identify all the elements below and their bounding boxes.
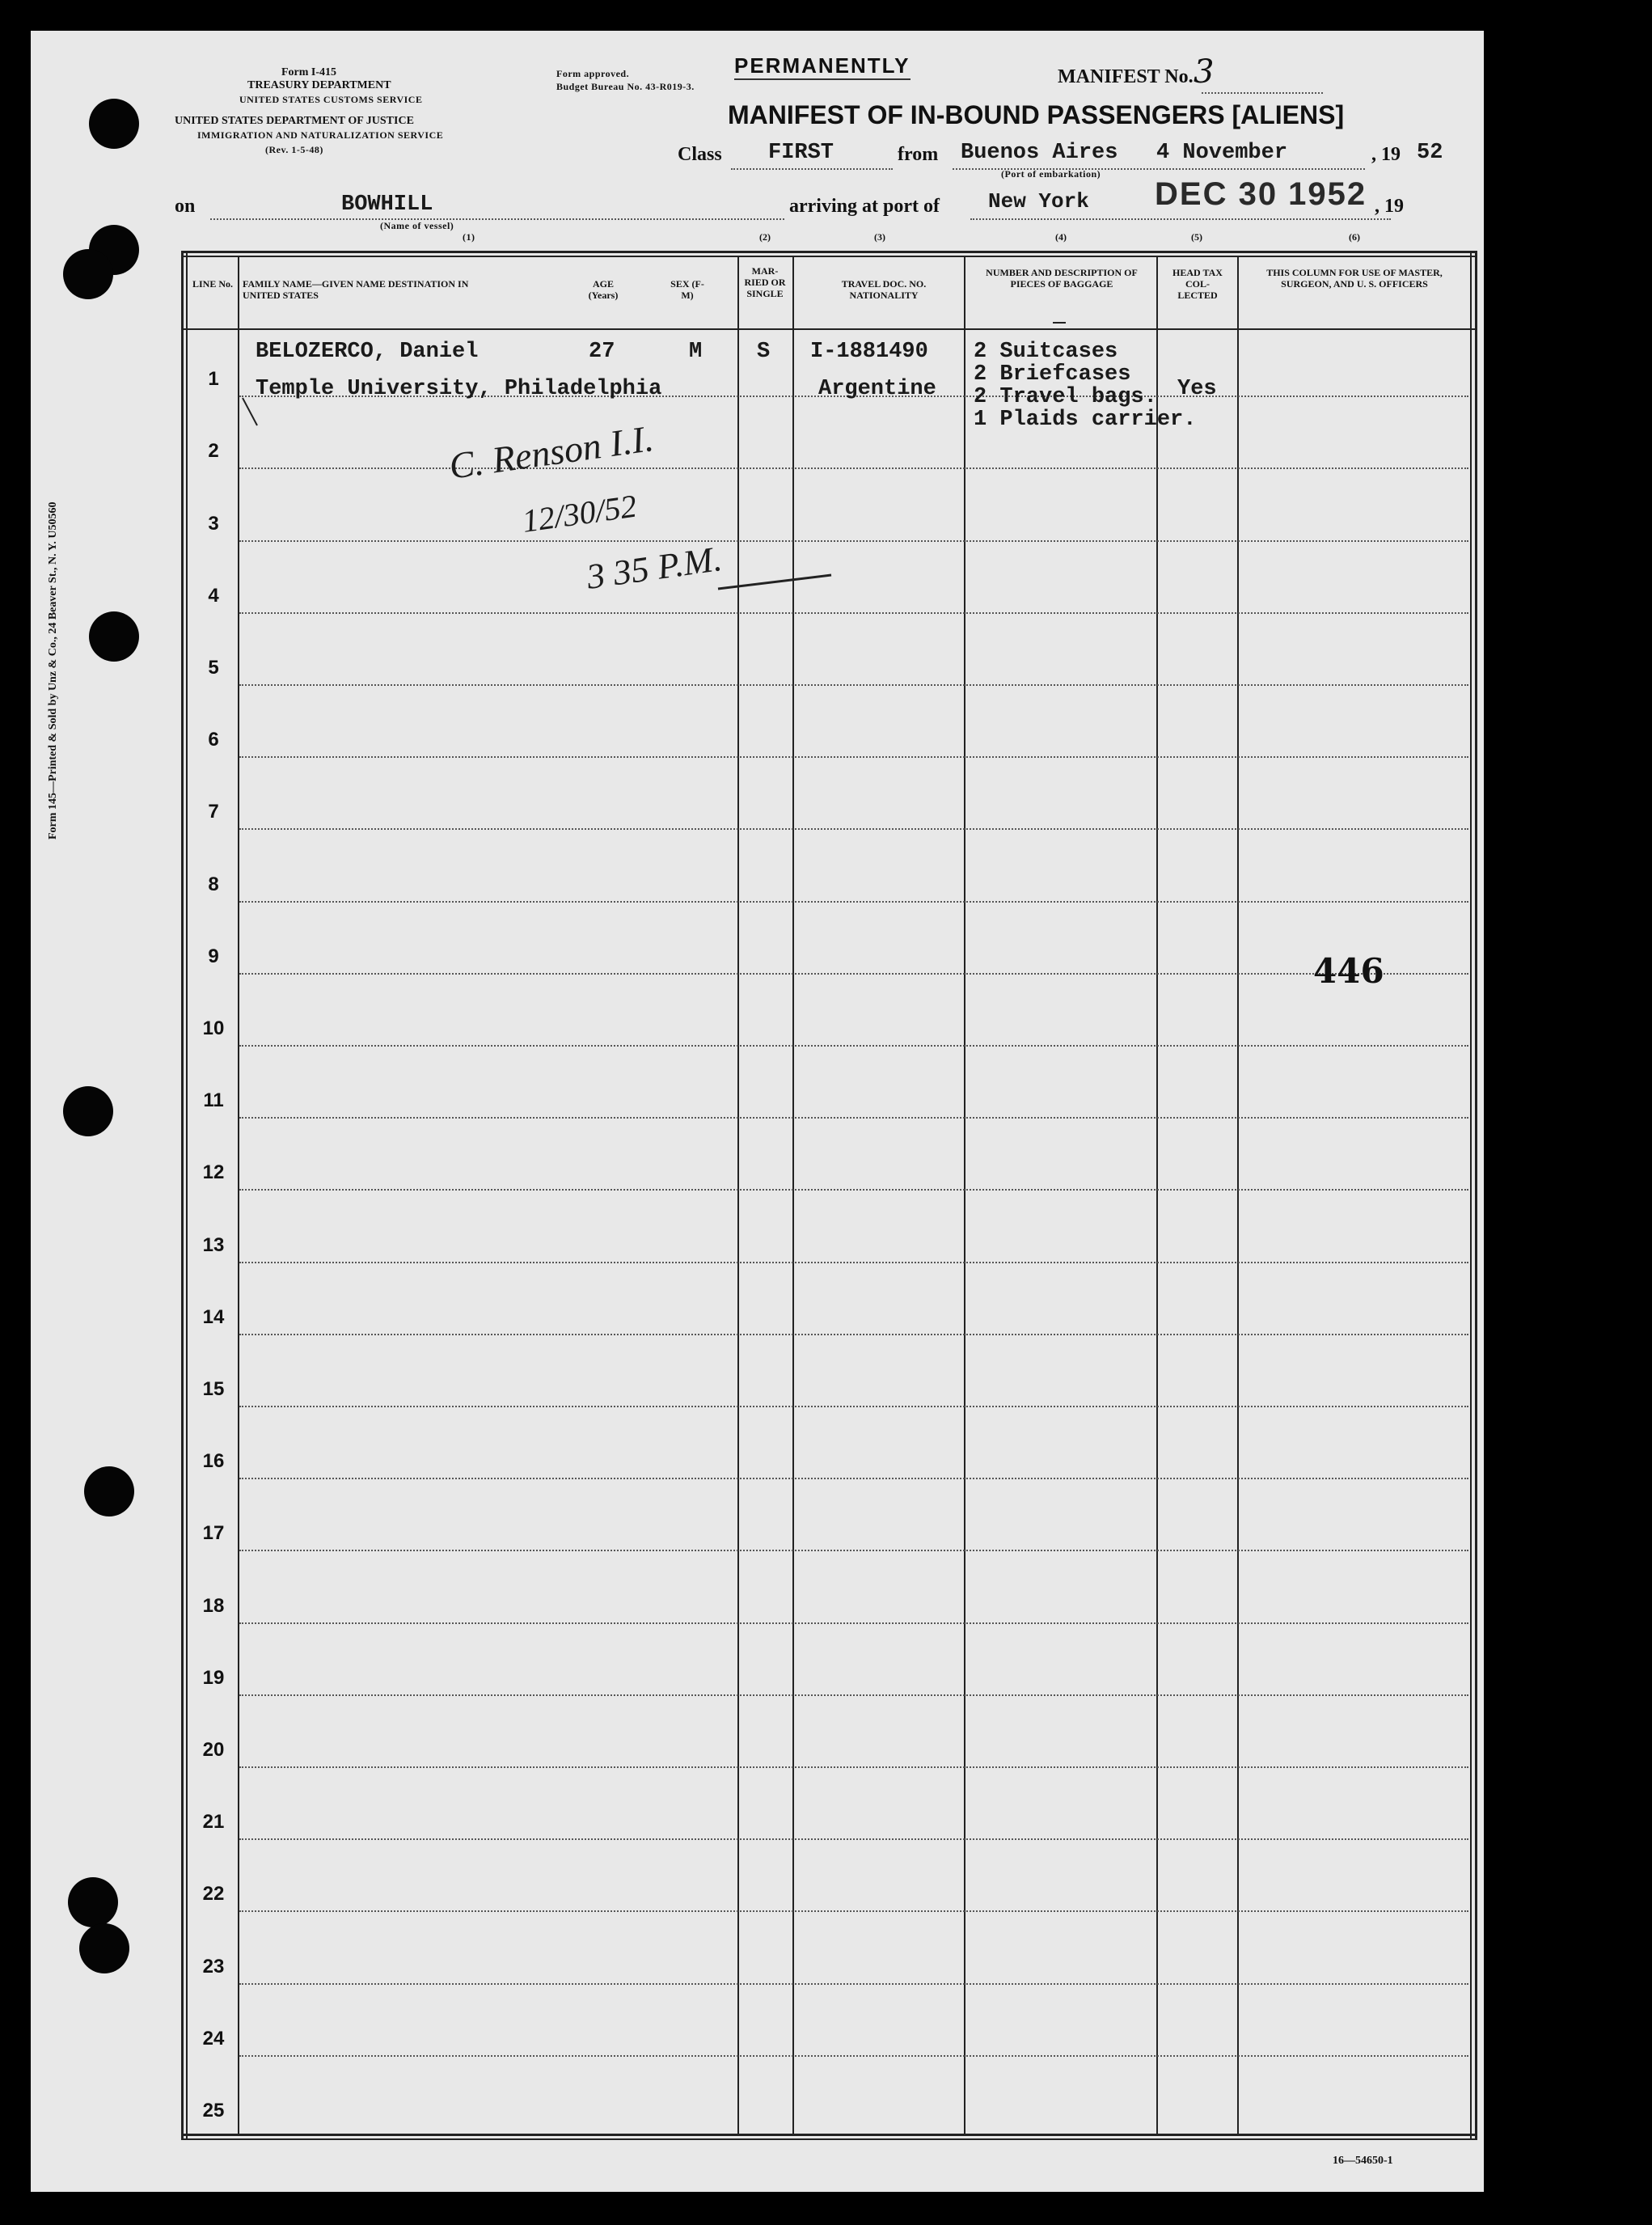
header-age: AGE (Years) xyxy=(588,278,619,301)
customs-label: UNITED STATES CUSTOMS SERVICE xyxy=(239,94,423,105)
row-rule xyxy=(239,1262,1468,1263)
manifest-title: MANIFEST OF IN-BOUND PASSENGERS [ALIENS] xyxy=(728,100,1345,129)
year-prefix: 19 xyxy=(1381,144,1401,165)
row-number: 12 xyxy=(202,1161,225,1184)
binder-hole xyxy=(89,611,139,662)
header-officer-num: (6) xyxy=(1349,231,1360,243)
row-rule xyxy=(239,684,1468,686)
row-number: 17 xyxy=(202,1522,225,1545)
row-number: 3 xyxy=(208,512,219,535)
row-number: 7 xyxy=(208,801,219,823)
permanently-stamp: PERMANENTLY xyxy=(734,53,911,80)
arrival-date-stamp: DEC 30 1952 xyxy=(1155,176,1367,212)
row-rule xyxy=(239,828,1468,830)
vessel-name: BOWHILL xyxy=(341,192,433,217)
row-number: 16 xyxy=(202,1450,225,1473)
budget-bureau: Budget Bureau No. 43-R019-3. xyxy=(556,81,695,92)
revision-label: (Rev. 1-5-48) xyxy=(265,144,323,155)
row-rule xyxy=(239,901,1468,903)
row-rule xyxy=(239,2055,1468,2057)
passenger-age: 27 xyxy=(589,340,615,364)
stamp-number: 446 xyxy=(1313,951,1384,991)
binder-hole xyxy=(84,1466,134,1516)
vessel-column-number: (1) xyxy=(463,231,475,243)
row-rule xyxy=(239,1983,1468,1985)
row-rule xyxy=(239,1406,1468,1407)
row-number: 13 xyxy=(202,1233,225,1256)
row-number: 22 xyxy=(202,1883,225,1906)
row-number: 10 xyxy=(202,1017,225,1039)
ins-label: IMMIGRATION AND NATURALIZATION SERVICE xyxy=(197,129,444,141)
handwritten-time: 3 35 P.M. xyxy=(584,539,725,597)
row-number: 24 xyxy=(202,2027,225,2049)
footer-code: 16—54650-1 xyxy=(1333,2155,1393,2167)
year-value: 52 xyxy=(1417,141,1443,165)
row-number: 19 xyxy=(202,1666,225,1689)
row-number: 9 xyxy=(208,945,219,967)
row-number: 15 xyxy=(202,1378,225,1400)
row-rule xyxy=(239,1189,1468,1191)
binder-hole xyxy=(68,1877,118,1927)
baggage-item: 2 Briefcases xyxy=(974,362,1131,387)
row-rule xyxy=(239,1838,1468,1840)
class-label: Class xyxy=(678,144,722,165)
binder-hole xyxy=(63,1086,113,1136)
row-rule xyxy=(239,1766,1468,1768)
row-rule xyxy=(239,1117,1468,1119)
row-number: 21 xyxy=(202,1811,225,1834)
on-label: on xyxy=(175,196,196,217)
header-line-no: LINE No. xyxy=(192,278,233,290)
departure-date: 4 November xyxy=(1156,141,1288,165)
row-number: 4 xyxy=(208,584,219,607)
baggage-item: 2 Suitcases xyxy=(974,340,1118,364)
baggage-item: 1 Plaids carrier. xyxy=(974,408,1197,432)
time-underline xyxy=(629,560,839,601)
passenger-nationality: Argentine xyxy=(818,377,936,401)
row-rule xyxy=(239,1550,1468,1551)
row-number: 6 xyxy=(208,729,219,751)
form-number: Form I-415 xyxy=(281,66,337,78)
row-number: 14 xyxy=(202,1305,225,1328)
treasury-label: TREASURY DEPARTMENT xyxy=(247,79,391,91)
form-approved: Form approved. xyxy=(556,68,630,79)
header-sex: SEX (F-M) xyxy=(670,278,704,301)
manifest-number: 3 xyxy=(1194,53,1215,91)
arriving-label: arriving at port of xyxy=(789,196,940,217)
from-label: from xyxy=(898,144,939,165)
row-number: 2 xyxy=(208,440,219,463)
header-baggage: NUMBER AND DESCRIPTION OF PIECES OF BAGGAGE xyxy=(986,267,1138,290)
row-rule xyxy=(239,1622,1468,1624)
manifest-page: Form I-415 TREASURY DEPARTMENT UNITED STATES CUSTOMS SERVICE UNITED STATES DEPARTMENT OF JUSTICE IMMIGRATION AND NATURALIZATION SERVICE (Rev. 1-5-48) Form approved. Budget Bureau No. 43-R019-3. PERMANENTLY MANIFEST No. 3 MANIFEST OF IN-BOUND PASSENGERS [ALIENS] Class FIRST from Buenos Aires 4 November (Port of embarkation) , 19 52 on BOWHILL (Name of vessel) (1) arriving at port of New York DEC 30 1952 , 19 Form 145—Printed & Sold by Unz & Co., 24 Beaver St., N. Y. U50560 LINE No. FAMILY NAME—GIVEN NAME DESTINATION IN UNITED STATES AGE (Years) SEX (F-M) (2) MAR- RIED OR SINGLE (3) TRAVEL DOC. NO. NATIONALITY (4) NUMBER AND DESCRIPTION OF PIECES OF BAGGAGE (5) HEAD TAX COL- LECTED (6) THIS COLUMN FOR USE OF MASTER, SURGEON, AND U. S. OFFICERS 1 2 3 4 5 6 7 8 9 10 11 12 13 14 15 16 17 18 19 20 21 22 23 24 25 BELOZERCO, Daniel 27 M S I-1881490 Temple University, Philadelphia Argentine 2 Suitcases 2 Briefcases 2 Travel bags. 1 Plaids carrier. Yes C. Renson I.I. 12/30/52 3 35 P.M. 446 16—54650-1 xyxy=(31,31,1484,2192)
header-tax-num: (5) xyxy=(1191,231,1202,243)
header-married-num: (2) xyxy=(759,231,771,243)
row-rule xyxy=(239,1478,1468,1479)
header-name: FAMILY NAME—GIVEN NAME DESTINATION IN UNITED STATES xyxy=(243,278,469,301)
passenger-destination: Temple University, Philadelphia xyxy=(256,377,662,401)
row-rule xyxy=(239,1334,1468,1335)
binder-hole xyxy=(89,99,139,149)
passenger-sex: M xyxy=(689,340,703,364)
passenger-marital: S xyxy=(757,340,771,364)
header-married: MAR- RIED OR SINGLE xyxy=(744,265,786,299)
row-number: 11 xyxy=(203,1089,224,1112)
binder-hole xyxy=(63,249,113,299)
header-tax: HEAD TAX COL- LECTED xyxy=(1172,267,1223,301)
vessel-note: (Name of vessel) xyxy=(380,220,454,231)
side-imprint: Form 145—Printed & Sold by Unz & Co., 24 Beaver St., N. Y. U50560 xyxy=(47,501,59,840)
baggage-item: 2 Travel bags. xyxy=(974,385,1157,409)
header-officer: THIS COLUMN FOR USE OF MASTER, SURGEON, AND U. S. OFFICERS xyxy=(1266,267,1443,290)
row-number: 18 xyxy=(202,1594,225,1617)
row-number: 5 xyxy=(208,657,219,679)
row-number: 8 xyxy=(208,873,219,895)
handwritten-date: 12/30/52 xyxy=(519,487,640,539)
row-rule xyxy=(239,1045,1468,1047)
row-rule xyxy=(239,1694,1468,1696)
row-number: 25 xyxy=(202,2100,225,2121)
arrival-port: New York xyxy=(988,189,1089,214)
from-port: Buenos Aires xyxy=(961,141,1118,165)
port-embark-note: (Port of embarkation) xyxy=(1001,168,1101,180)
passenger-name: BELOZERCO, Daniel xyxy=(256,340,479,364)
manifest-no-label: MANIFEST No. xyxy=(1058,66,1194,87)
row-rule xyxy=(239,756,1468,758)
row-number: 23 xyxy=(202,1955,225,1978)
header-doc: TRAVEL DOC. NO. NATIONALITY xyxy=(841,278,927,301)
handwritten-annotation xyxy=(225,354,725,613)
year2-prefix: 19 xyxy=(1384,196,1404,217)
header-baggage-num: (4) xyxy=(1055,231,1067,243)
row-rule xyxy=(239,973,1468,975)
row-rule xyxy=(239,1910,1468,1912)
class-value: FIRST xyxy=(768,141,834,165)
row-number: 1 xyxy=(208,368,219,391)
header-doc-num: (3) xyxy=(874,231,885,243)
head-tax-value: Yes xyxy=(1177,377,1217,401)
handwritten-signature: C. Renson I.I. xyxy=(446,417,657,487)
binder-hole xyxy=(79,1923,129,1973)
justice-label: UNITED STATES DEPARTMENT OF JUSTICE xyxy=(175,115,414,127)
passenger-doc-no: I-1881490 xyxy=(810,340,928,364)
row-number: 20 xyxy=(202,1739,225,1761)
